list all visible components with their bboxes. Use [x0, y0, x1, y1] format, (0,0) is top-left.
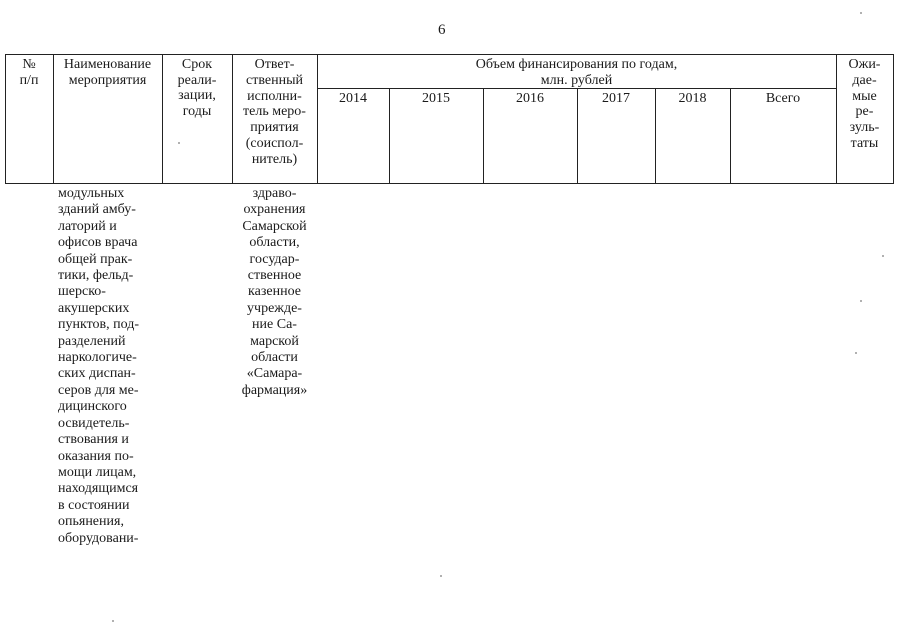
year-total: Всего [765, 91, 801, 106]
header-funding: Объем финансирования по годам, млн. рублей [475, 57, 678, 88]
page-number: 6 [438, 22, 446, 38]
scan-speck [178, 142, 180, 144]
year-2017: 2017 [602, 91, 630, 106]
year-2015: 2015 [422, 91, 450, 106]
header-term: Срок реали- зации, годы [177, 57, 217, 119]
year-2018: 2018 [678, 91, 707, 106]
scan-speck [860, 12, 862, 14]
header-top-border [5, 54, 894, 55]
header-results: Ожи- дае- мые ре- зуль- таты [848, 57, 881, 151]
col-line-11 [893, 54, 894, 184]
header-responsible: Ответ- ственный исполни- тель меро- приятия (соиспол- нитель) [243, 57, 306, 167]
scan-speck [440, 575, 442, 577]
year-2016: 2016 [516, 91, 544, 106]
row-name-text: модульных зданий амбу- латорий и офисов врача общей прак- тики, фельд- шерско- акушерских пунктов, под- разделений наркологиче- ских диспан- серов для ме- дицинского освидетель- ствования и оказания по- мощи лицам, находящимся в состоянии опьянения, оборудовани- [58, 186, 140, 546]
header-bottom-border [5, 183, 894, 184]
scan-speck [112, 620, 114, 622]
header-num: № п/п [19, 57, 39, 88]
scan-speck [882, 255, 884, 257]
year-2014: 2014 [339, 91, 367, 106]
scan-speck [855, 352, 857, 354]
row-responsible-text: здраво- охранения Самарской области, государ- ственное казенное учрежде- ние Са- марской области «Самара- фармация» [241, 186, 308, 398]
scan-speck [860, 300, 862, 302]
header-name: Наименование мероприятия [63, 57, 152, 88]
